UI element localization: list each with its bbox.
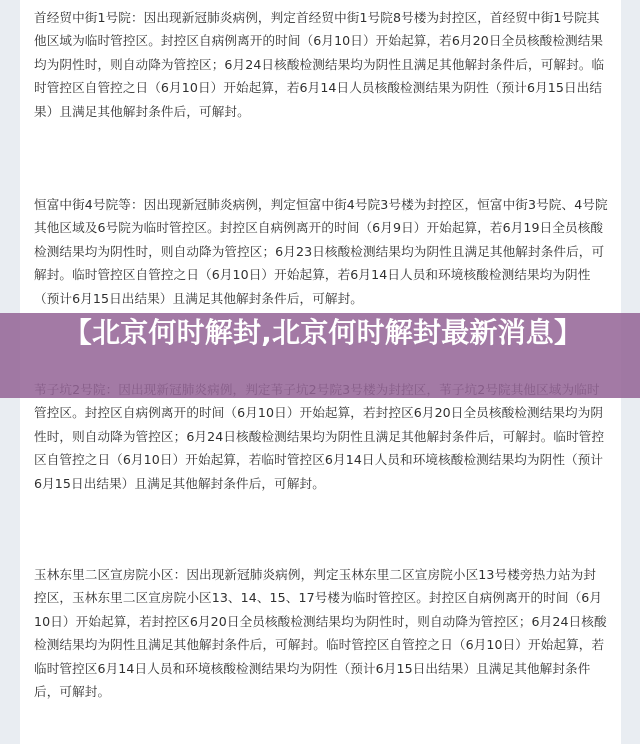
title-banner xyxy=(0,313,640,398)
article-paragraph-3: 管控区。封控区自病例离开的时间（6月10日）开始起算，若封控区6月20日全员核酸检测结果均为阴性时，则自动降为管控区；6月24日核酸检测结果均为阴性且满足其他解封条件后，可解封。临时管控区自管控之日（6月10日）开始起算，若临时管控区6月14日人员和环境核酸检测结果均为阴性（预计6月15日出结果）且满足其他解封条件后，可解封。 xyxy=(34,405,605,491)
banner-title: 【北京何时解封,北京何时解封最新消息】 xyxy=(63,316,583,349)
article-paragraph-4: 玉林东里二区宣房院小区：因出现新冠肺炎病例，判定玉林东里二区宣房院小区13号楼旁热力站为封控区，玉林东里二区宣房院小区13、14、15、17号楼为临时管控区。封控区自病例离开的时间（6月10日）开始起算，若封控区6月20日全员核酸检测结果均为阴性时，则自动降为管控区；6月24日核酸检测结果均为阴性且满足其他解封条件后，可解封。临时管控区自管控之日（6月10日）开始起算，若临时管控区6月14日人员和环境核酸检测结果均为阴性（预计6月15日出结果）且满足其他解封条件后，可解封。 xyxy=(34,567,607,700)
article-paragraph-1: 首经贸中街1号院：因出现新冠肺炎病例，判定首经贸中街1号院8号楼为封控区，首经贸中街1号院其他区域为临时管控区。封控区自病例离开的时间（6月10日）开始起算，若6月20日全员核酸检测结果均为阴性时，则自动降为管控区；6月24日核酸检测结果均为阴性且满足其他解封条件后，可解封。临时管控区自管控之日（6月10日）开始起算，若6月14日人员核酸检测结果为阴性（预计6月15日出结果）且满足其他解封条件后，可解封。 xyxy=(34,10,605,119)
article-paragraph-2: 恒富中街4号院等：因出现新冠肺炎病例，判定恒富中街4号院3号楼为封控区，恒富中街3号院、4号院其他区域及6号院为临时管控区。封控区自病例离开的时间（6月9日）开始起算，若6月19日全员核酸检测结果均为阴性时，则自动降为管控区；6月23日核酸检测结果均为阴性且满足其他解封条件后，可解封。临时管控区自管控之日（6月10日）开始起算，若6月14日人员和环境核酸检测结果均为阴性（预计6月15日出结果）且满足其他解封条件后，可解封。 xyxy=(34,197,608,306)
